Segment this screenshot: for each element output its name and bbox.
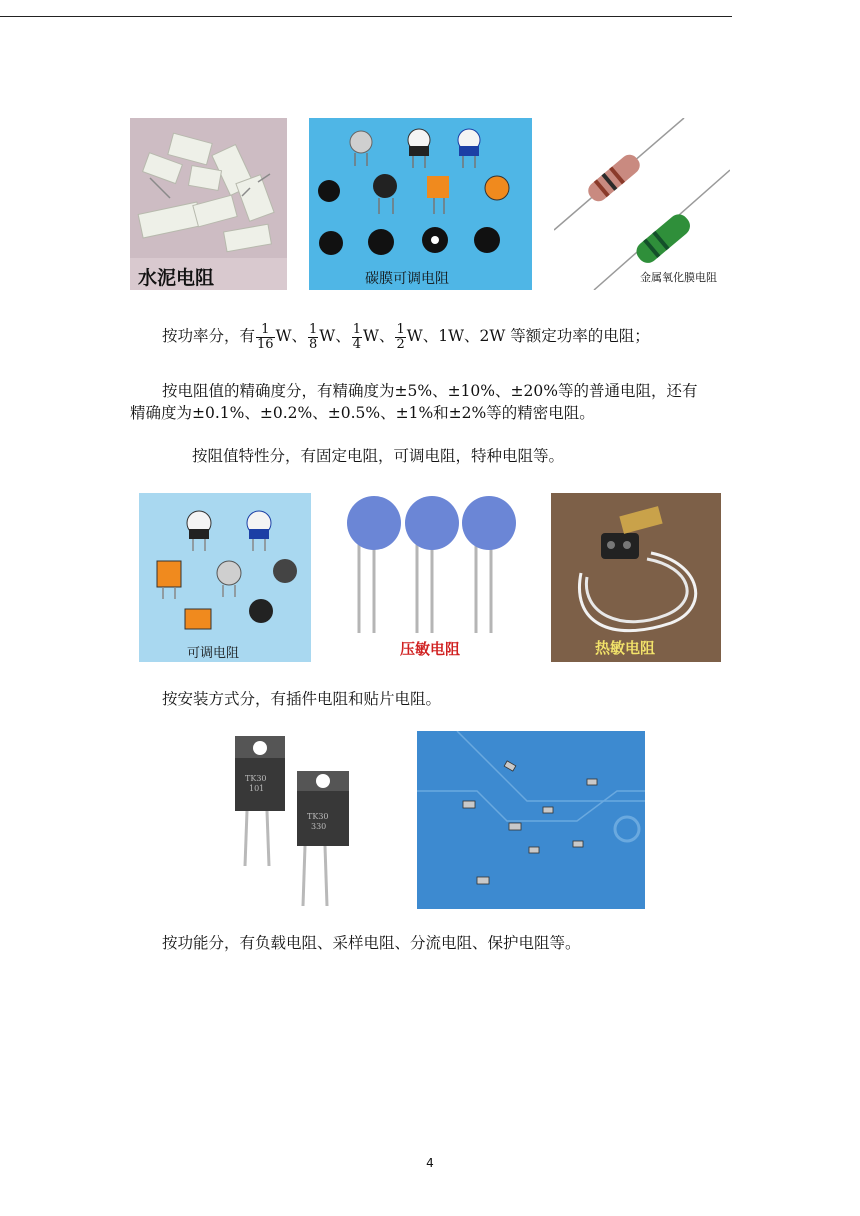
power-rating-line: 按功率分，有 $\frac{1}{16}$ W、 $\frac{1}{8}$ W、 $\frac{1}{4}$ W、 $\frac{1}{2}$ W、1W、2W 等额定功率的电阻； [162,321,650,352]
function-line: 按功能分，有负载电阻、采样电阻、分流电阻、保护电阻等。 [162,934,581,952]
power-suffix: 1W、2W 等额定功率的电阻； [438,327,650,345]
part-label-2b: 330 [311,822,327,831]
part-label-2a: TK30 [307,812,329,821]
metal-oxide-resistor-photo [554,118,730,290]
cement-resistor-photo [130,118,287,290]
thermistor-caption: 热敏电阻 [595,639,656,657]
precision-line-2: 精确度为±0.1%、±0.2%、±0.5%、±1%和±2%等的精密电阻。 [130,404,595,422]
fraction-1-2: $\frac{1}{2}$ [396,321,405,352]
thermistor-photo [551,493,721,662]
fraction-1-8: $\frac{1}{8}$ [309,321,318,352]
varistor-caption: 压敏电阻 [400,640,461,658]
page-number: 4 [426,1156,434,1170]
through-hole-resistor-photo [227,731,373,909]
power-prefix: 按功率分，有 [162,327,256,345]
fraction-1-16: $\frac{1}{16}$ [257,321,274,352]
adjustable-resistor-photo [139,493,311,662]
smd-resistor-photo [417,731,645,909]
adjustable-caption: 可调电阻 [187,646,240,661]
precision-line-1: 按电阻值的精确度分，有精确度为±5%、±10%、±20%等的普通电阻，还有 [162,382,698,400]
part-label-1b: 101 [249,784,265,793]
carbon-caption: 碳膜可调电阻 [365,271,449,287]
header-rule [0,16,732,17]
cement-caption: 水泥电阻 [138,267,215,289]
install-line: 按安装方式分，有插件电阻和贴片电阻。 [162,690,442,708]
metal-caption: 金属氧化膜电阻 [640,271,717,284]
part-label-1a: TK30 [245,774,267,783]
varistor-photo [334,493,524,662]
characteristic-line: 按阻值特性分，有固定电阻，可调电阻，特种电阻等。 [192,447,565,465]
carbon-adjustable-resistor-photo [309,118,532,290]
fraction-1-4: $\frac{1}{4}$ [352,321,362,352]
